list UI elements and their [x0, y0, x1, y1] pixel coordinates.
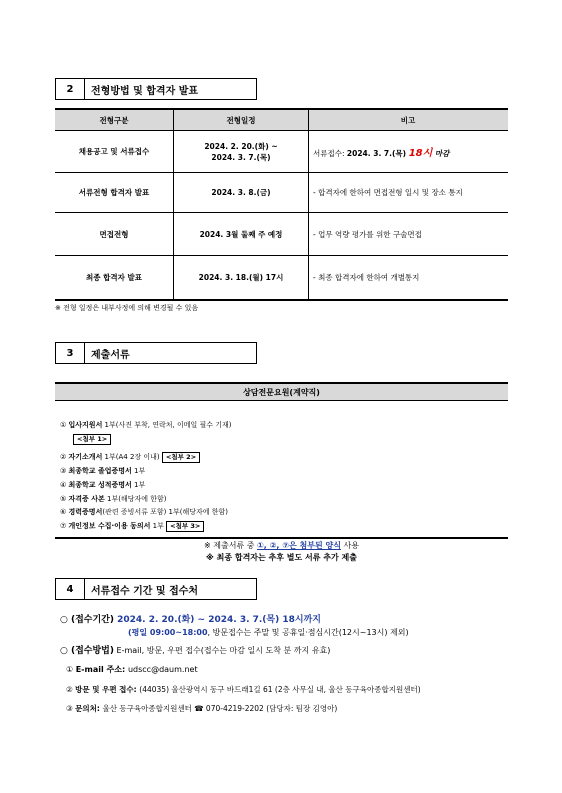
- section-2-title: 전형방법 및 합격자 발표: [85, 78, 257, 100]
- doc-name: 경력증명서: [68, 508, 103, 516]
- row-type: 채용공고 및 서류접수: [55, 131, 174, 173]
- note-prefix: 서류접수:: [313, 149, 347, 158]
- doc-num: ⑥: [60, 508, 67, 516]
- table-row: [55, 213, 508, 256]
- doc-num: ④: [60, 481, 67, 489]
- doc-detail: 1부: [131, 467, 146, 475]
- doc-item-1: [60, 420, 231, 430]
- row-note: - 합격자에 한하여 면접전형 일시 및 장소 통지: [309, 173, 509, 213]
- method-label: ○ (접수방법): [60, 646, 114, 656]
- hours-rest: , 방문접수는 주말 및 공휴일·점심시간(12시~13시) 제외): [207, 628, 409, 637]
- visit-num: ②: [66, 685, 73, 694]
- doc-name: 자기소개서: [68, 453, 103, 461]
- email-address: udscc@daum.net: [127, 665, 198, 674]
- method-value: E-mail, 방문, 우편 접수(접수는 마감 일시 도착 분 까지 유효): [114, 646, 331, 655]
- contact-value: 울산 동구육아종합지원센터 ☎ 070-4219-2202 (담당자: 팀장 김영아): [102, 704, 338, 713]
- note1-prefix: ※ 제출서류 중: [204, 541, 258, 550]
- doc-num: ⑦: [60, 522, 67, 530]
- row-date: 2024. 3. 18.(월) 17시: [174, 256, 309, 300]
- row-note: [309, 131, 509, 173]
- contact-label: 문의처:: [75, 704, 103, 713]
- contact-num: ③: [66, 704, 73, 713]
- period-label: ○ (접수기간): [60, 615, 118, 625]
- table-header-row: [55, 109, 508, 131]
- section-3-title: 제출서류: [85, 342, 257, 364]
- row-date: 2024. 3. 8.(금): [174, 173, 309, 213]
- table-row: [55, 173, 508, 213]
- period-line: [60, 612, 321, 625]
- doc-item-2: [60, 452, 200, 463]
- note1-suffix: 사용: [340, 541, 359, 550]
- doc-num: ②: [60, 453, 67, 461]
- visit-label: 방문 및 우편 접수:: [75, 685, 140, 694]
- note-deadline-hour: 18시: [408, 148, 433, 159]
- schedule-footnote: ※ 전형 일정은 내부사정에 의해 변경될 수 있음: [55, 304, 199, 312]
- doc-name: 최종학교 졸업증명서: [68, 467, 132, 475]
- doc-name: 최종학교 성적증명서: [68, 481, 132, 489]
- header-type: 전형구분: [55, 109, 174, 131]
- doc-item-4: [60, 480, 145, 490]
- doc-detail: 1부(A4 2장 이내): [102, 453, 160, 461]
- visit-address: (44035) 울산광역시 동구 바드래1길 61 (2층 사무실 내, 울산 동구육아종합지원센터): [139, 685, 421, 694]
- note1-forms: ①, ②, ⑦은 첨부된 양식: [257, 541, 341, 550]
- doc-name: 자격증 사본: [68, 495, 105, 503]
- header-date: 전형일정: [174, 109, 309, 131]
- row-type: 최종 합격자 발표: [55, 256, 174, 300]
- period-value: 2024. 2. 20.(화) ~ 2024. 3. 7.(목) 18시까지: [117, 615, 321, 625]
- documents-divider: [55, 537, 508, 539]
- row-date-line2: 2024. 3. 7.(목): [211, 152, 271, 162]
- table-row: [55, 131, 508, 173]
- header-note: 비고: [309, 109, 509, 131]
- position-header: 상담전문요원(계약직): [55, 382, 508, 401]
- email-line: [66, 664, 198, 675]
- doc-item-6: [60, 507, 228, 517]
- contact-line: [66, 703, 337, 714]
- doc-detail: 1부: [150, 522, 164, 530]
- row-note: - 최종 합격자에 한하여 개별통지: [309, 256, 509, 300]
- note-date: 2024. 3. 7.(목): [346, 149, 409, 158]
- row-date: 2024. 3월 둘째 주 예정: [174, 213, 309, 256]
- note-suffix: 마감: [432, 149, 450, 158]
- table-row: [55, 256, 508, 300]
- doc-num: ⑤: [60, 495, 67, 503]
- documents-note-2: ※ 최종 합격자는 추후 별도 서류 추가 제출: [206, 553, 357, 562]
- doc-num: ①: [60, 421, 67, 429]
- hours-value: (평일 09:00~18:00: [128, 628, 208, 637]
- row-type: 서류전형 합격자 발표: [55, 173, 174, 213]
- section-2-number: 2: [55, 78, 85, 100]
- doc-item-3: [60, 466, 145, 476]
- row-date-line1: 2024. 2. 20.(화) ~: [204, 141, 278, 151]
- doc-detail: (관련 증빙서류 포함) 1부(해당자에 한함): [102, 508, 229, 516]
- visit-line: [66, 684, 421, 695]
- schedule-table: [55, 108, 508, 301]
- email-label: E-mail 주소:: [75, 665, 128, 674]
- doc-item-7: [60, 521, 204, 532]
- section-3-number: 3: [55, 342, 85, 364]
- row-type: 면접전형: [55, 213, 174, 256]
- attach-3-tag: <첨부 3>: [166, 521, 204, 532]
- doc-detail: 1부: [131, 481, 146, 489]
- section-4-title: 서류접수 기간 및 접수처: [85, 578, 257, 600]
- attach-1-tag: <첨부 1>: [73, 434, 111, 445]
- row-note: - 업무 역량 평가를 위한 구술면접: [309, 213, 509, 256]
- method-line: [60, 643, 330, 656]
- section-4-number: 4: [55, 578, 85, 600]
- row-date: [174, 131, 309, 173]
- hours-line: [128, 627, 409, 638]
- email-num: ①: [66, 665, 74, 674]
- doc-num: ③: [60, 467, 67, 475]
- doc-detail: 1부(해당자에 한함): [104, 495, 167, 503]
- doc-item-5: [60, 494, 166, 504]
- doc-detail: 1부(사진 부착, 연락처, 이메일 필수 기재): [102, 421, 232, 429]
- attach-2-tag: <첨부 2>: [162, 452, 200, 463]
- documents-note-1: [55, 540, 508, 551]
- doc-name: 개인정보 수집·이용 동의서: [68, 522, 151, 530]
- attach-1-tag-wrap: [73, 434, 111, 445]
- doc-name: 입사지원서: [68, 421, 103, 429]
